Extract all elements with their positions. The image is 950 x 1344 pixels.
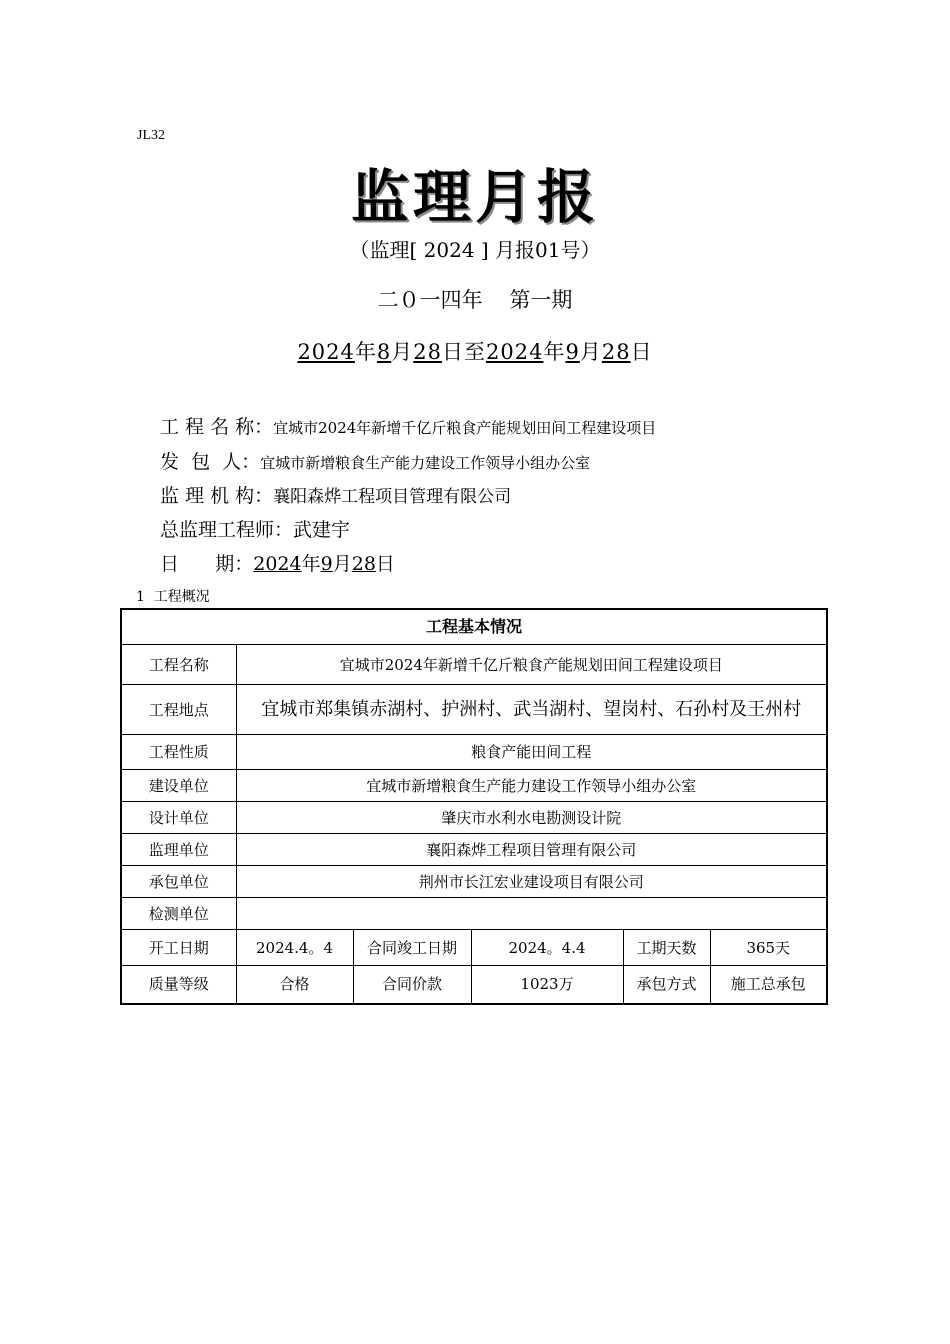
period-start-day: 28	[413, 340, 442, 364]
period-end-day: 28	[601, 340, 631, 364]
row-value: 宜城市郑集镇赤湖村、护洲村、武当湖村、望岗村、石孙村及王州村	[236, 685, 827, 735]
info-date-label: 日 期：	[160, 553, 254, 575]
row-value: 宜城市2024年新增千亿斤粮食产能规划田间工程建设项目	[236, 645, 827, 685]
contract-mode-value: 施工总承包	[710, 966, 827, 1004]
page-title: 监理月报	[350, 163, 599, 231]
info-supervisor-value: 襄阳森烨工程项目管理有限公司	[273, 487, 512, 507]
duration-label: 工期天数	[623, 930, 710, 966]
info-project	[160, 412, 656, 439]
period-end-year: 2024	[486, 340, 544, 364]
period-start-year: 2024	[297, 340, 355, 364]
info-date: 日 期：2024年9月28日	[160, 553, 395, 575]
period-end-month: 9	[565, 340, 580, 364]
info-chief-engineer	[160, 515, 350, 542]
row-label: 承包单位	[121, 866, 236, 898]
table-row	[121, 735, 827, 770]
contract-price-value: 1023万	[471, 966, 623, 1004]
report-period: 2024年8月28日至2024年9月28日	[297, 340, 653, 364]
row-label: 工程名称	[121, 645, 236, 685]
info-date-day: 28	[351, 553, 376, 575]
period-start-month: 8	[376, 340, 392, 364]
table-row	[121, 898, 827, 930]
row-label: 工程地点	[121, 685, 236, 735]
document-code: JL32	[137, 128, 165, 143]
row-value: 粮食产能田间工程	[236, 735, 827, 770]
info-client-value: 宜城市新增粮食生产能力建设工作领导小组办公室	[260, 454, 591, 472]
table-header: 工程基本情况	[121, 609, 827, 645]
info-date-year: 2024	[253, 553, 302, 575]
row-label: 工程性质	[121, 735, 236, 770]
report-number: （监理[ 2024 ] 月报01号）	[349, 238, 601, 262]
row-label: 检测单位	[121, 898, 236, 930]
table-row	[121, 802, 827, 834]
issue-line: 二０一四年 第一期	[377, 288, 573, 312]
quality-label: 质量等级	[121, 966, 236, 1004]
row-label: 监理单位	[121, 834, 236, 866]
start-date-value: 2024.4。4	[236, 930, 353, 966]
info-supervisor	[160, 481, 511, 508]
quality-value: 合格	[236, 966, 353, 1004]
start-date-label: 开工日期	[121, 930, 236, 966]
row-value: 宜城市新增粮食生产能力建设工作领导小组办公室	[236, 770, 827, 802]
row-value: 襄阳森烨工程项目管理有限公司	[236, 834, 827, 866]
contract-mode-label: 承包方式	[623, 966, 710, 1004]
table-row-quality	[121, 966, 827, 1004]
info-project-value: 宜城市2024年新增千亿斤粮食产能规划田间工程建设项目	[273, 419, 657, 437]
row-label: 设计单位	[121, 802, 236, 834]
table-row	[121, 685, 827, 735]
table-row	[121, 866, 827, 898]
info-project-label: 工 程 名 称：	[160, 416, 274, 438]
info-client	[160, 447, 590, 474]
row-value: 荆州市长江宏业建设项目有限公司	[236, 866, 827, 898]
contract-price-label: 合同价款	[353, 966, 471, 1004]
table-row-start-date	[121, 930, 827, 966]
table-row	[121, 645, 827, 685]
duration-value: 365天	[710, 930, 827, 966]
info-supervisor-label: 监 理 机 构：	[160, 485, 274, 507]
table-header-row	[121, 609, 827, 645]
info-client-label: 发 包 人：	[160, 451, 261, 473]
row-label: 建设单位	[121, 770, 236, 802]
row-value	[236, 898, 827, 930]
contract-completion-label: 合同竣工日期	[353, 930, 471, 966]
info-date-month: 9	[320, 553, 333, 575]
contract-completion-value: 2024。4.4	[471, 930, 623, 966]
table-row	[121, 834, 827, 866]
project-basic-table	[120, 608, 828, 1005]
info-chief-label: 总监理工程师：	[160, 519, 294, 541]
row-value: 肇庆市水利水电勘测设计院	[236, 802, 827, 834]
info-chief-value: 武建宇	[293, 519, 351, 541]
section-title: 1 工程概况	[136, 589, 210, 605]
table-row	[121, 770, 827, 802]
